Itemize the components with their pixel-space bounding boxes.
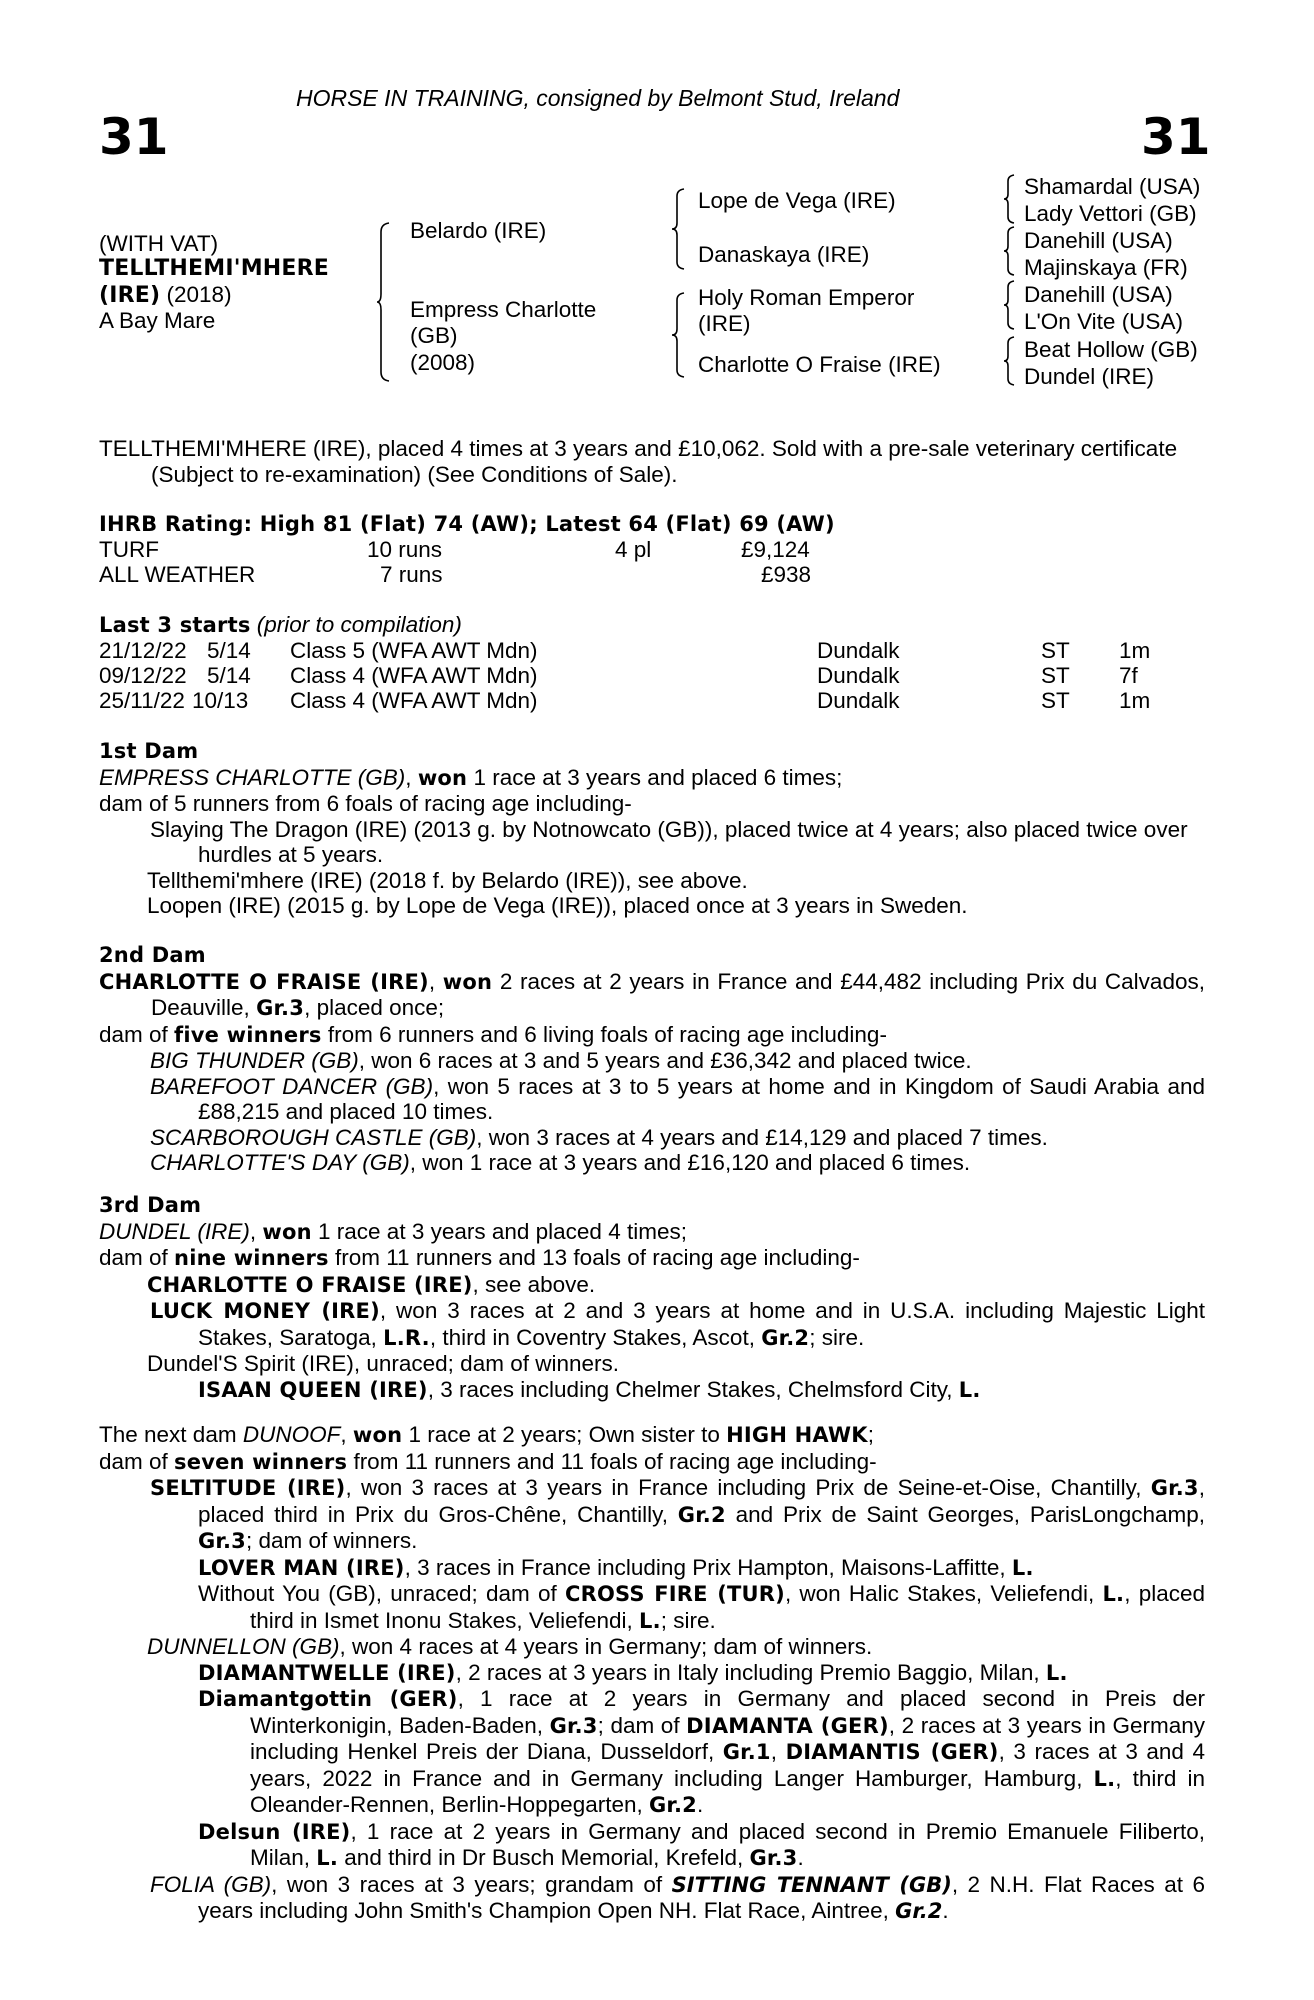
next-dam-foal (99, 1634, 1205, 1660)
text-run: Last 3 starts (99, 613, 251, 637)
text-run: dam of (99, 1021, 175, 1047)
text-run: L. (316, 1846, 339, 1870)
third-dam-section (99, 1193, 1205, 1403)
next-dam-section (99, 1422, 1205, 1925)
first-dam-produce-intro: dam of 5 runners from 6 foals of racing age including- (99, 791, 632, 816)
text-run: , won 5 races at 3 to 5 years at home and in Kingdom of Saudi Arabia and £88,215 and placed 10 times. (198, 1073, 1205, 1124)
start-course: Dundalk (817, 688, 900, 713)
text-run: DUNDEL (IRE) (99, 1218, 250, 1244)
text-run: CHARLOTTE'S DAY (GB) (150, 1150, 410, 1175)
pedigree-g8: Dundel (IRE) (1024, 364, 1155, 389)
rating-heading: IHRB Rating: High 81 (Flat) 74 (AW); Latest 64 (Flat) 69 (AW) (99, 512, 835, 536)
pedigree-g1: Shamardal (USA) (1024, 174, 1201, 199)
text-run: and Prix de Saint Georges, ParisLongchamp, (725, 1501, 1205, 1527)
text-run: 1 race at 3 years and placed 4 times; (311, 1218, 687, 1244)
text-run: , won 3 races at 4 years and £14,129 and placed 7 times. (476, 1124, 1048, 1150)
text-run: DIAMANTA (GER) (686, 1713, 889, 1738)
text-run: , 1 race at 2 years in Germany and placed second in Preis der Winterkonigin, Baden-Baden, (250, 1686, 1205, 1738)
text-run: , (340, 1422, 353, 1447)
text-run: , won 3 races at 3 years in France including Prix de Seine-et-Oise, Chantilly, (345, 1475, 1151, 1500)
first-dam-foal: Loopen (IRE) (2015 g. by Lope de Vega (IRE)), placed once at 3 years in Sweden. (147, 893, 968, 918)
text-run: five winners (174, 1022, 322, 1047)
text-run: ; dam of (597, 1712, 687, 1738)
horse-description: A Bay Mare (99, 308, 216, 333)
lot-number-left: 31 (99, 108, 169, 166)
vat-note: (WITH VAT) (99, 231, 219, 256)
pedigree-g3: Danehill (USA) (1024, 228, 1173, 253)
first-dam-line: EMPRESS CHARLOTTE (GB), won 1 race at 3 years and placed 6 times; (99, 764, 843, 790)
text-run: , 3 races including Chelmer Stakes, Chelmsford City, (427, 1376, 959, 1402)
next-dam-foal (99, 1475, 1205, 1555)
g4-brace (1003, 336, 1015, 386)
pedigree-dam-line2: (GB) (410, 323, 458, 348)
pedigree-sire: Belardo (IRE) (410, 218, 547, 243)
start-position: 5/14 (207, 638, 251, 663)
text-run: Gr.3 (1150, 1476, 1199, 1500)
g1-brace (1003, 174, 1015, 224)
text-run: DIAMANTWELLE (IRE) (198, 1660, 456, 1685)
first-dam-foal: Slaying The Dragon (IRE) (2013 g. by Notnowcato (GB)), placed twice at 4 years; also placed twice over hurdles at 5 years. (150, 816, 1188, 867)
text-run: FOLIA (GB) (150, 1871, 272, 1897)
text-run: DUNOOF (242, 1422, 341, 1447)
text-run: L. (1045, 1660, 1068, 1685)
text-run: ; (867, 1422, 875, 1447)
next-dam-produce-intro (99, 1449, 1205, 1476)
pedigree-g5: Danehill (USA) (1024, 282, 1173, 307)
text-run: SELTITUDE (IRE) (150, 1476, 346, 1500)
start-going: ST (1041, 638, 1070, 663)
sire-dam-brace (376, 222, 390, 382)
next-dam-grandfoal (99, 1819, 1205, 1872)
text-run: Gr.3 (549, 1713, 598, 1738)
rating-surface: TURF (99, 537, 159, 562)
text-run: , (770, 1739, 786, 1764)
text-run: and third in Dr Busch Memorial, Krefeld, (338, 1845, 750, 1870)
rating-runs: 7 runs (380, 562, 443, 587)
second-dam-foal (99, 1125, 1205, 1151)
horse-country-year (99, 282, 232, 309)
pedigree-dam-sire-line2: (IRE) (698, 311, 751, 336)
summary-paragraph (99, 436, 1205, 487)
text-run: L. (1102, 1582, 1125, 1606)
text-run: , won 3 races at 3 years; grandam of (271, 1871, 672, 1897)
next-dam-foal (99, 1872, 1205, 1925)
text-run: BAREFOOT DANCER (GB) (150, 1073, 434, 1099)
start-going: ST (1041, 688, 1070, 713)
text-run: Gr.2 (761, 1325, 810, 1350)
first-dam-heading: 1st Dam (99, 739, 199, 763)
start-date: 25/11/22 (99, 688, 185, 713)
text-run: L.R. (383, 1325, 430, 1350)
rating-money: £9,124 (741, 537, 810, 562)
text-run: Delsun (IRE) (198, 1819, 351, 1844)
start-position: 10/13 (192, 688, 249, 713)
next-dam-line (99, 1422, 1205, 1449)
sire-parents-brace (671, 188, 685, 270)
text-run: EMPRESS CHARLOTTE (GB) (99, 764, 406, 790)
start-position: 5/14 (207, 663, 251, 688)
text-run: , 2 races at 3 years in Germany including Henkel Preis der Diana, Dusseldorf, (250, 1712, 1205, 1764)
text-run: LOVER MAN (IRE) (198, 1555, 405, 1580)
text-run: won (352, 1423, 403, 1447)
text-run: (IRE) (99, 283, 161, 308)
start-going: ST (1041, 663, 1070, 688)
text-run: . (942, 1898, 949, 1923)
text-run: DUNNELLON (GB) (147, 1634, 340, 1659)
third-dam-produce-intro (99, 1245, 1205, 1272)
text-run: SCARBOROUGH CASTLE (GB) (150, 1124, 477, 1150)
text-run: dam of (99, 1245, 175, 1270)
pedigree-dam-dam: Charlotte O Fraise (IRE) (698, 352, 941, 377)
third-dam-foal (99, 1298, 1205, 1351)
text-run: ; sire. (660, 1607, 716, 1633)
second-dam-section (99, 943, 1205, 1176)
text-run: from 6 runners and 6 living foals of racing age including- (321, 1021, 887, 1047)
pedigree-dam-line1: Empress Charlotte (410, 297, 597, 322)
text-run: , won Halic Stakes, Veliefendi, (784, 1581, 1103, 1606)
text-run: , third in Coventry Stakes, Ascot, (429, 1324, 762, 1350)
start-distance: 7f (1119, 663, 1138, 688)
next-dam-grandfoal (99, 1581, 1205, 1634)
pedigree-dam-line3: (2008) (410, 350, 476, 375)
start-race: Class 5 (WFA AWT Mdn) (290, 638, 538, 663)
text-run: from 11 runners and 11 foals of racing age including- (347, 1448, 877, 1474)
text-run: Without You (GB), unraced; dam of (198, 1581, 566, 1606)
g3-brace (1003, 280, 1015, 330)
text-run: . (697, 1792, 704, 1817)
text-run: , placed once; (304, 995, 445, 1020)
pedigree-g7: Beat Hollow (GB) (1024, 337, 1198, 362)
start-distance: 1m (1119, 688, 1151, 713)
consignment-title: HORSE IN TRAINING, consigned by Belmont Stud, Ireland (296, 85, 900, 111)
text-run: Diamantgottin (GER) (198, 1687, 458, 1711)
text-run: 1 race at 3 years and placed 6 times; (467, 764, 843, 790)
text-run: Gr.2 (649, 1793, 697, 1817)
text-run: dam of (99, 1448, 175, 1474)
text-run: L. (958, 1377, 981, 1402)
text-run: . (797, 1845, 804, 1870)
text-run: ISAAN QUEEN (IRE) (198, 1377, 428, 1402)
text-run: seven winners (174, 1449, 348, 1474)
summary-text: TELLTHEMI'MHERE (IRE), placed 4 times at 3 years and £10,062. Sold with a pre-sale veterinary certificate (Subject to re-examination) (See Conditions of Sale). (99, 436, 1178, 487)
third-dam-foal (99, 1272, 1205, 1299)
text-run: from 11 runners and 13 foals of racing age including- (328, 1245, 860, 1270)
rating-money: £938 (761, 562, 812, 587)
text-run: , placed third in Prix du Gros-Chêne, Chantilly, (198, 1475, 1205, 1527)
text-run: , won 1 race at 3 years and £16,120 and placed 6 times. (409, 1150, 971, 1175)
text-run: , 3 races in France including Prix Hampton, Maisons-Laffitte, (404, 1554, 1012, 1580)
text-run: LUCK MONEY (IRE) (150, 1299, 380, 1323)
text-run: Gr.2 (895, 1899, 943, 1923)
rating-runs: 10 runs (367, 537, 443, 562)
text-run: Gr.3 (198, 1529, 246, 1553)
third-dam-foal: Dundel'S Spirit (IRE), unraced; dam of winners. (147, 1351, 619, 1376)
start-course: Dundalk (817, 638, 900, 663)
text-run: , 3 races at 3 and 4 years, 2022 in France and in Germany including Langer Hamburger, Hamburg, (250, 1739, 1206, 1791)
text-run: Gr.1 (722, 1740, 771, 1764)
start-distance: 1m (1119, 638, 1151, 663)
text-run: , 2 races at 3 years in Italy including Premio Baggio, Milan, (455, 1659, 1046, 1685)
text-run: (prior to compilation) (250, 612, 462, 637)
second-dam-foal (99, 1074, 1205, 1125)
third-dam-heading: 3rd Dam (99, 1193, 202, 1217)
horse-name: TELLTHEMI'MHERE (99, 256, 329, 281)
pedigree-dam-sire-line1: Holy Roman Emperor (698, 285, 915, 310)
text-run: (2018) (160, 282, 232, 307)
start-date: 21/12/22 (99, 638, 187, 663)
second-dam-line: CHARLOTTE O FRAISE (IRE), won 2 races at 2 years in France and £44,482 including Prix du Calvados, Deauville, Gr.3, placed once; (99, 968, 1205, 1020)
text-run: , won 6 races at 3 and 5 years and £36,342 and placed twice. (358, 1048, 972, 1073)
second-dam-foal (99, 1048, 1205, 1074)
text-run: 1 race at 2 years; Own sister to (402, 1422, 727, 1447)
dam-parents-brace (671, 292, 685, 378)
pedigree-g6: L'On Vite (USA) (1024, 309, 1183, 334)
text-run: , third in Oleander-Rennen, Berlin-Hoppegarten, (250, 1765, 1205, 1817)
text-run: BIG THUNDER (GB) (150, 1048, 359, 1073)
text-run: , placed third in Ismet Inonu Stakes, Veliefendi, (250, 1581, 1205, 1633)
text-run: CHARLOTTE O FRAISE (IRE) (147, 1272, 473, 1297)
pedigree-sire-dam: Danaskaya (IRE) (698, 242, 870, 267)
text-run: , won 4 races at 4 years in Germany; dam of winners. (339, 1634, 873, 1659)
text-run: Gr.2 (677, 1502, 726, 1527)
third-dam-line: DUNDEL (IRE), won 1 race at 3 years and placed 4 times; (99, 1218, 687, 1244)
text-run: , 2 N.H. Flat Races at 6 years including John Smith's Champion Open NH. Flat Race, Aintree, (198, 1871, 1205, 1923)
third-dam-grandfoal (99, 1377, 1205, 1404)
last-starts-heading (99, 612, 462, 639)
text-run: nine winners (174, 1246, 329, 1270)
next-dam-grandfoal (99, 1686, 1205, 1819)
first-dam-section (99, 739, 1205, 919)
start-date: 09/12/22 (99, 663, 187, 688)
first-dam-foal: Tellthemi'mhere (IRE) (2018 f. by Belardo (IRE)), see above. (147, 867, 748, 893)
g2-brace (1003, 226, 1015, 276)
text-run: won (417, 765, 468, 790)
next-dam-grandfoal (99, 1660, 1205, 1687)
pedigree-sire-sire: Lope de Vega (IRE) (698, 188, 896, 213)
next-dam-grandfoal (99, 1555, 1205, 1582)
text-run: CHARLOTTE O FRAISE (IRE) (99, 969, 429, 994)
text-run: CROSS FIRE (TUR) (565, 1582, 785, 1606)
second-dam-produce-intro (99, 1022, 1205, 1049)
pedigree-g2: Lady Vettori (GB) (1024, 201, 1197, 226)
text-run: DIAMANTIS (GER) (785, 1740, 999, 1764)
text-run: L. (638, 1608, 661, 1633)
lot-number-right: 31 (1141, 108, 1211, 166)
text-run: won (262, 1219, 312, 1244)
text-run: L. (1093, 1766, 1116, 1791)
second-dam-foal (99, 1150, 1205, 1176)
text-run: ; sire. (809, 1324, 865, 1350)
start-course: Dundalk (817, 663, 900, 688)
text-run: L. (1011, 1555, 1034, 1580)
text-run: , won 3 races at 2 and 3 years at home and in U.S.A. including Majestic Light Stakes, Saratoga, (198, 1298, 1206, 1350)
second-dam-heading: 2nd Dam (99, 943, 206, 967)
text-run: 2 races at 2 years in France and £44,482 including Prix du Calvados, Deauville, (151, 968, 1205, 1020)
rating-placed: 4 pl (615, 537, 652, 562)
text-run: , 1 race at 2 years in Germany and placed second in Premio Emanuele Filiberto, Milan, (250, 1818, 1205, 1870)
pedigree-g4: Majinskaya (FR) (1024, 255, 1188, 280)
text-run: won (442, 969, 493, 994)
text-run: Gr.3 (749, 1846, 798, 1870)
rating-surface: ALL WEATHER (99, 562, 256, 587)
start-race: Class 4 (WFA AWT Mdn) (290, 663, 538, 688)
text-run: ; dam of winners. (246, 1528, 418, 1553)
start-race: Class 4 (WFA AWT Mdn) (290, 688, 538, 713)
text-run: The next dam (99, 1422, 243, 1447)
text-run: HIGH HAWK (726, 1423, 868, 1447)
text-run: SITTING TENNANT (GB) (671, 1872, 952, 1897)
text-run: Gr.3 (256, 996, 305, 1020)
text-run: , see above. (472, 1271, 596, 1297)
